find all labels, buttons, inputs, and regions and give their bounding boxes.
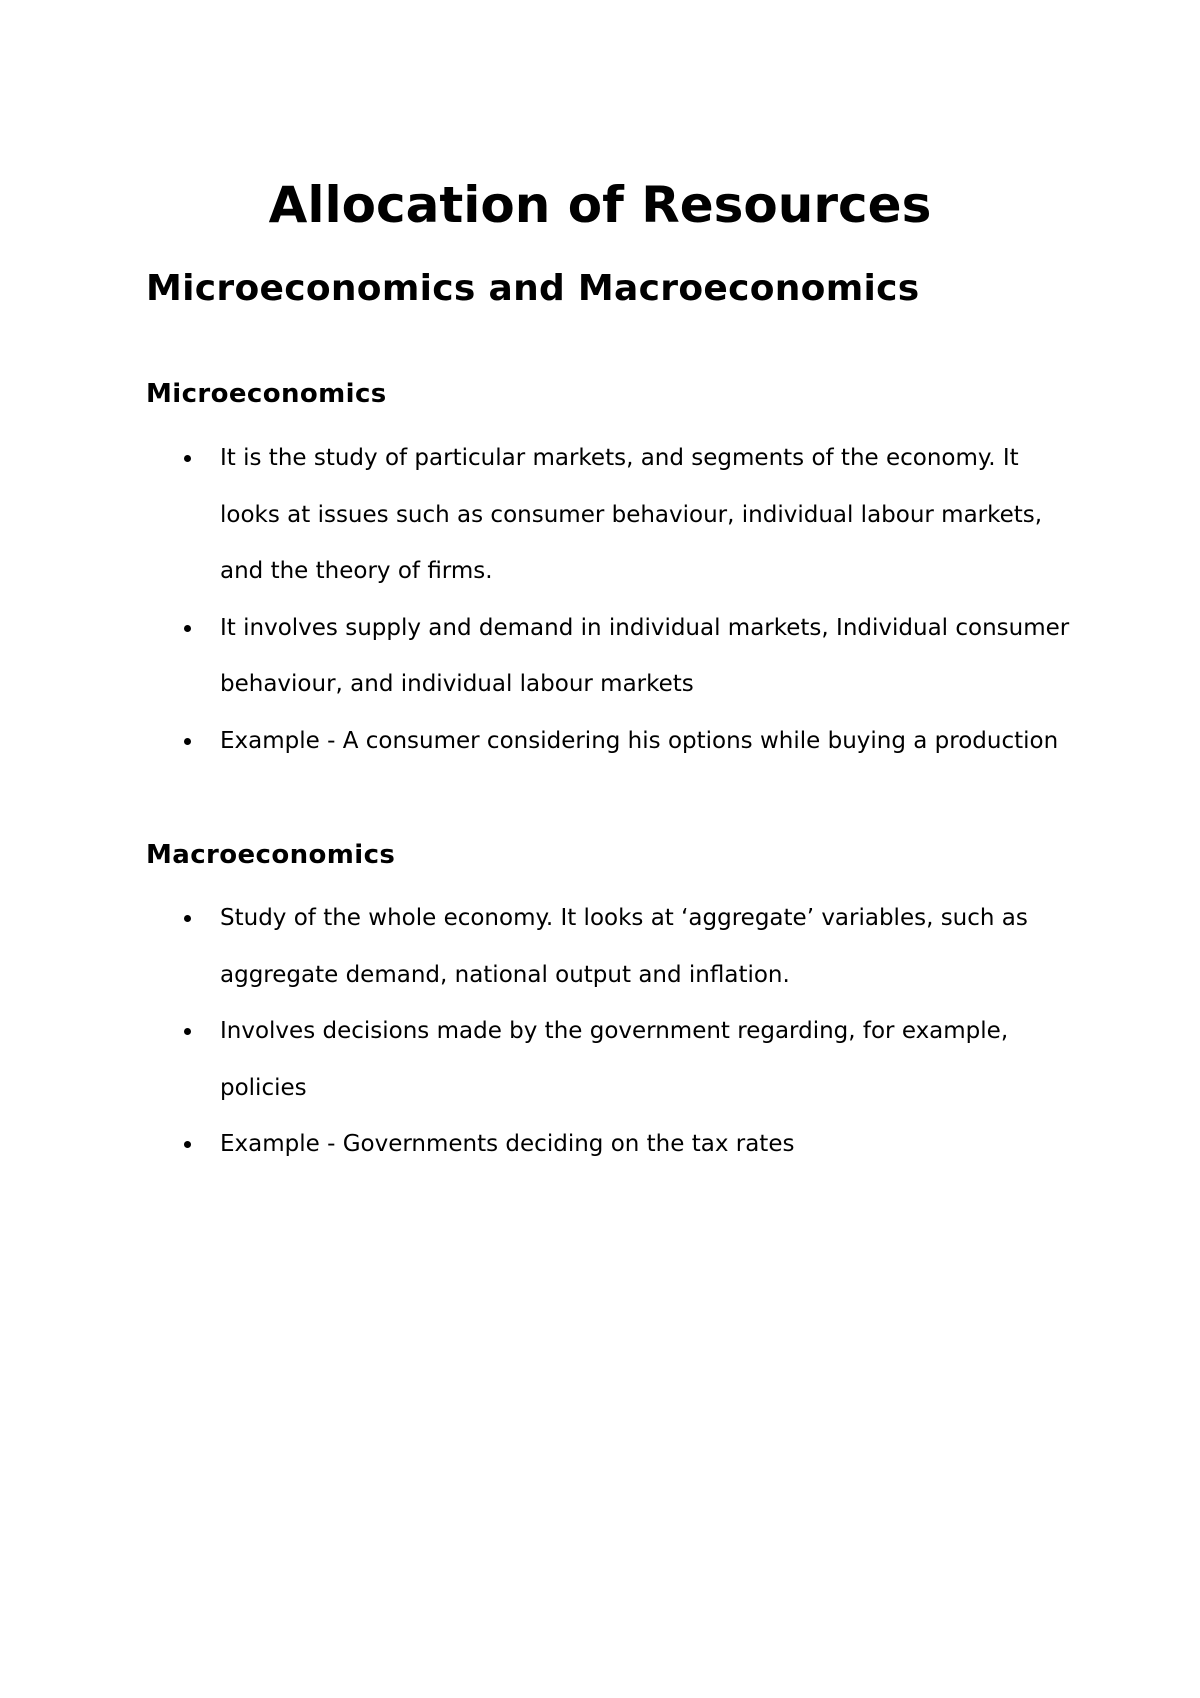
bullet-icon — [184, 915, 191, 922]
document-subtitle: Microeconomics and Macroeconomics — [146, 268, 920, 309]
list-item — [146, 890, 1076, 1003]
list-item-text: It involves supply and demand in individual markets, Individual consumer behaviour, and individual labour markets — [220, 614, 1070, 697]
section-heading-microeconomics: Microeconomics — [146, 379, 387, 409]
list-item — [146, 1116, 1076, 1173]
list-item-text: Involves decisions made by the government regarding, for example, policies — [220, 1018, 1009, 1101]
list-item — [146, 430, 1076, 600]
bullet-icon — [184, 1028, 191, 1035]
list-item — [146, 1003, 1076, 1116]
bullet-icon — [184, 625, 191, 632]
bullet-icon — [184, 455, 191, 462]
list-item-text: Study of the whole economy. It looks at ‘aggregate’ variables, such as aggregate demand, national output and inflation. — [220, 905, 1028, 988]
list-item-text: Example - A consumer considering his options while buying a production — [220, 727, 1059, 754]
list-item — [146, 713, 1076, 770]
list-item-text: It is the study of particular markets, and segments of the economy. It looks at issues such as consumer behaviour, individual labour markets, and the theory of firms. — [220, 445, 1043, 584]
list-item-text: Example - Governments deciding on the tax rates — [220, 1131, 795, 1157]
section-heading-macroeconomics: Macroeconomics — [146, 840, 396, 870]
list-item — [146, 600, 1076, 713]
document-title: Allocation of Resources — [268, 176, 932, 234]
macroeconomics-bullet-list — [146, 890, 1076, 1173]
bullet-icon — [184, 1141, 191, 1148]
bullet-icon — [184, 738, 191, 745]
microeconomics-bullet-list — [146, 430, 1076, 769]
